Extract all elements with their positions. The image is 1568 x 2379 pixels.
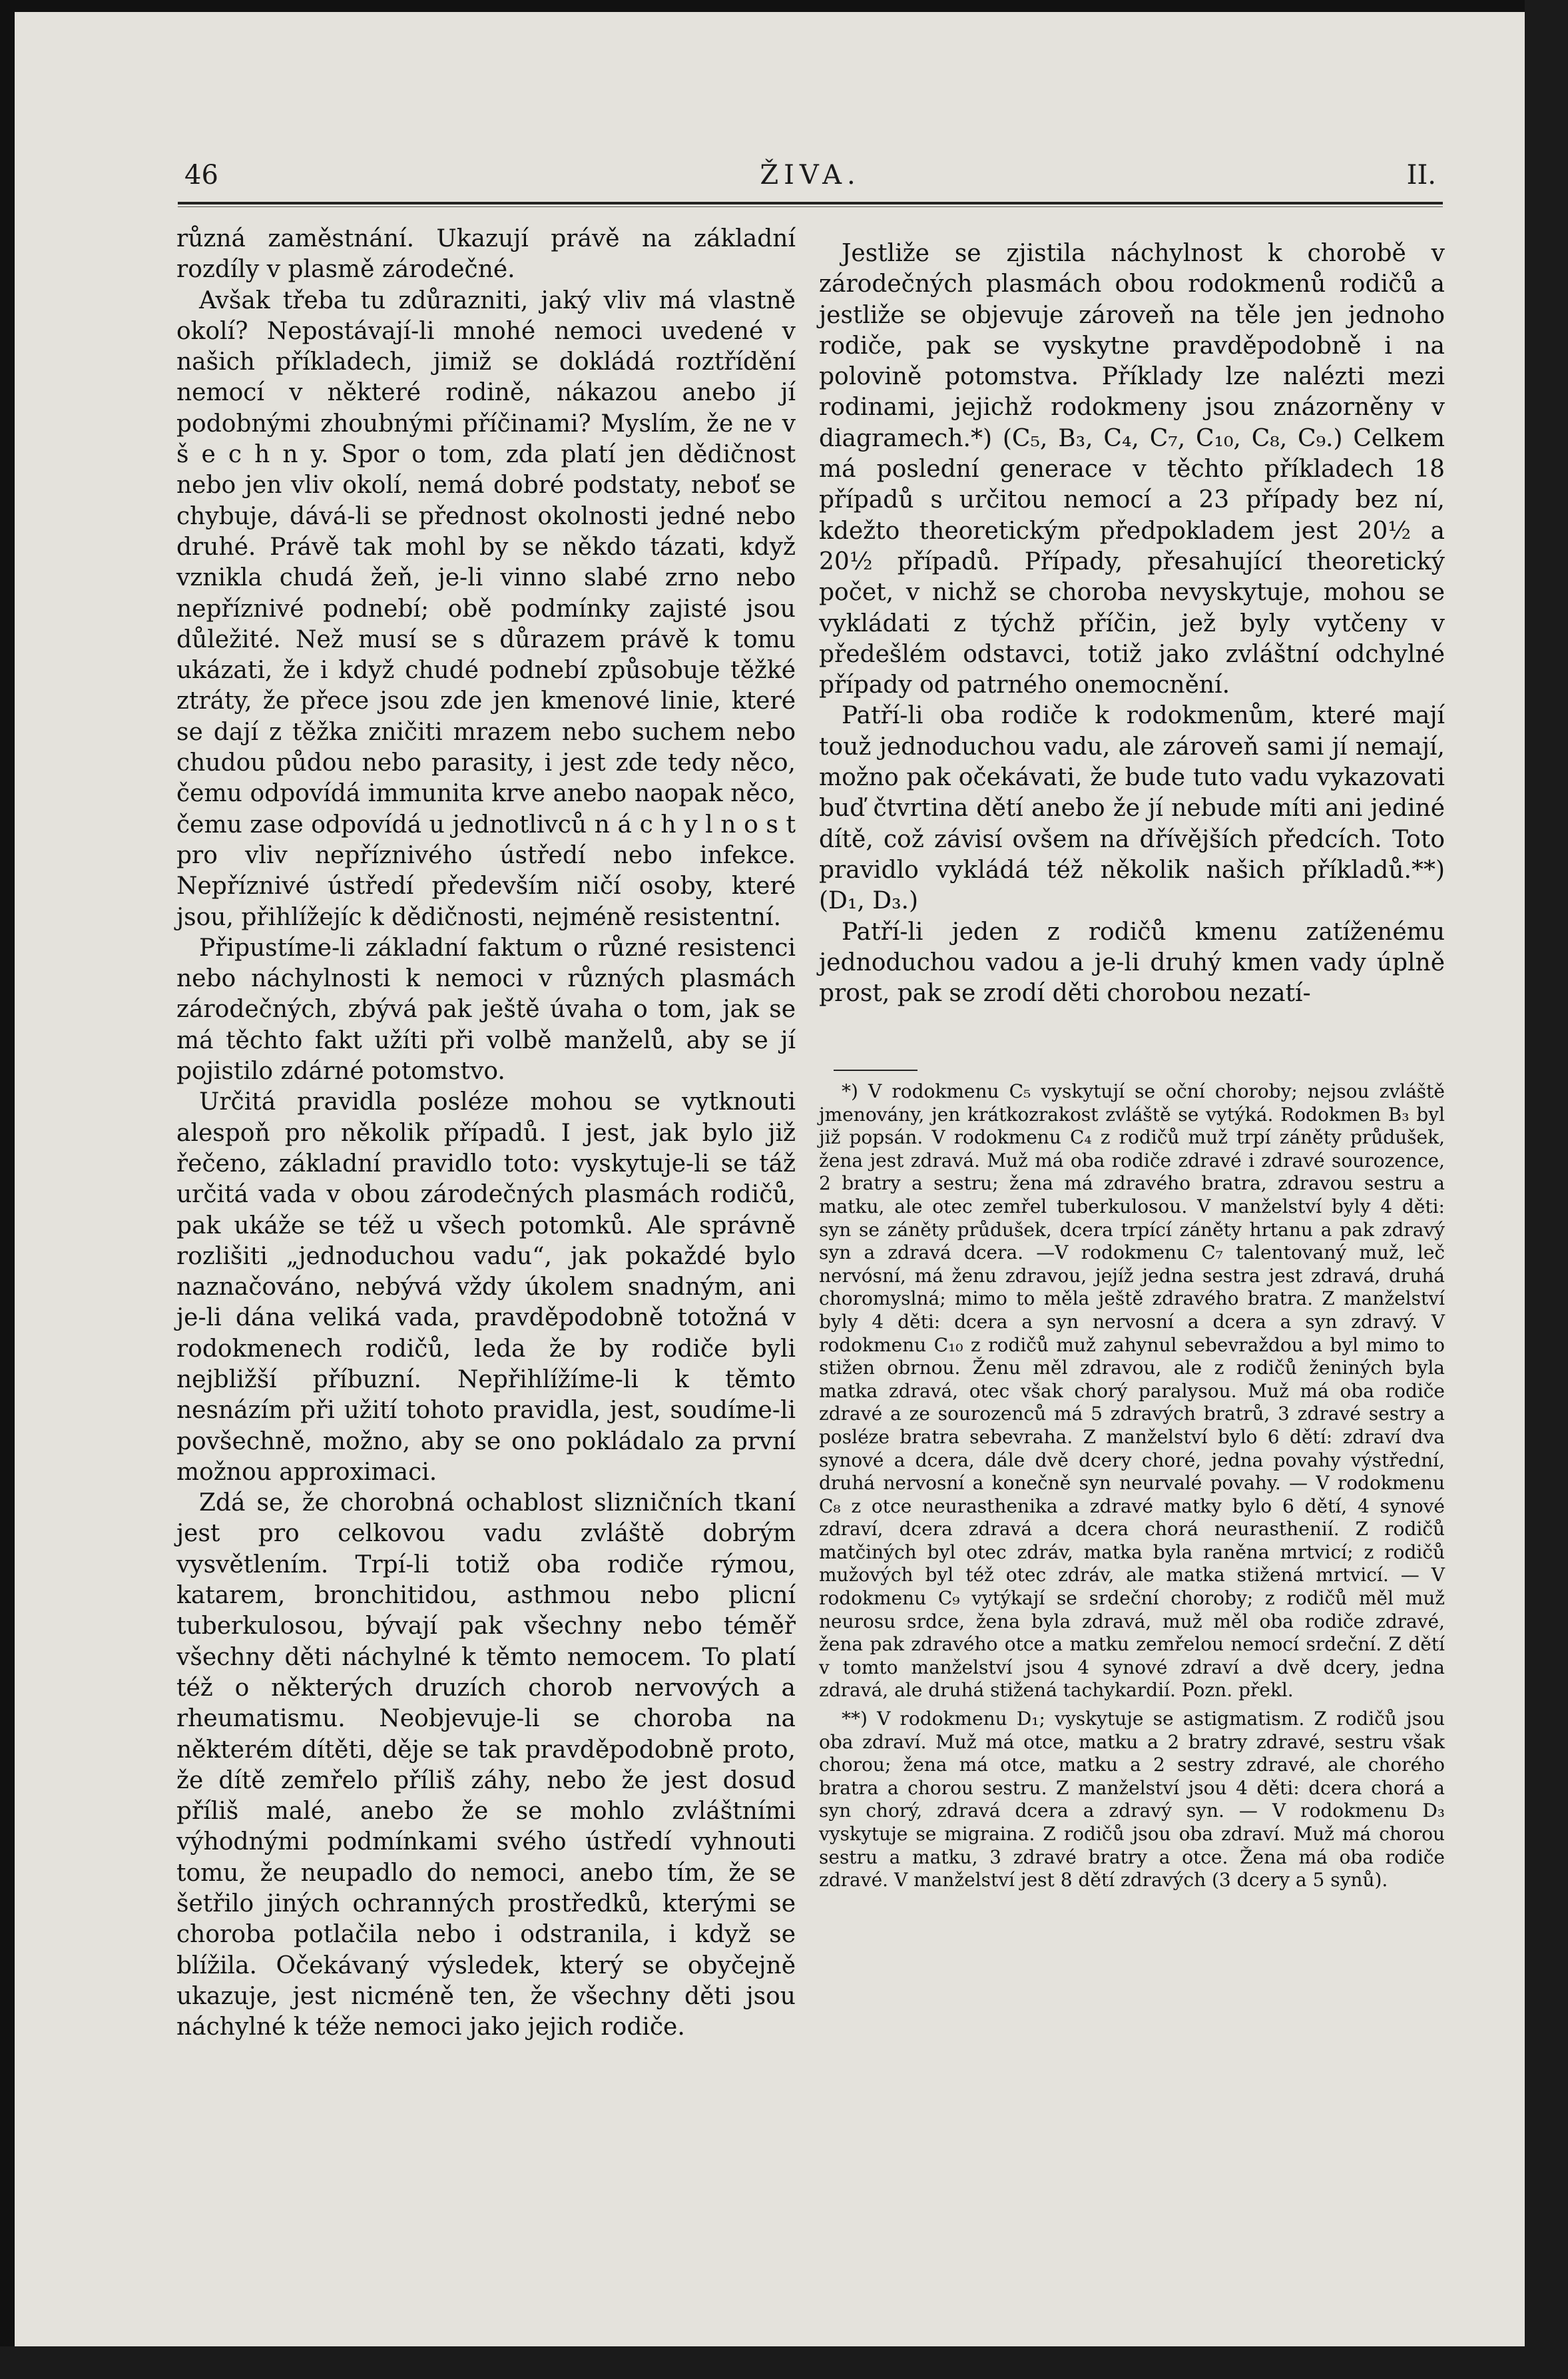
right-column (819, 238, 1445, 1009)
left-column (176, 224, 796, 2043)
section-number: II. (1406, 160, 1436, 190)
journal-title: ŽIVA. (760, 160, 861, 190)
page-header (184, 160, 1436, 200)
paragraph: Jestliže se zjistila náchylnost k chorobě v zárodečných plasmách obou rodokmenů rodičů a jestliže se objevuje zároveň na těle jen jednoho rodiče, pak se vyskytne pravděpodobně i na polovině potomstva. Příklady lze nalézti mezi rodinami, jejichž rodokmeny jsou znázorněny v diagramech.*) (C₅, B₃, C₄, C₇, C₁₀, C₈, C₉.) Celkem má poslední generace v těchto příkladech 18 případů s určitou nemocí a 23 případy bez ní, kdežto theoretickým předpokladem jest 20½ a 20½ případů. Případy, přesahující theoretický počet, v nichž se choroba nevyskytuje, mohou se vykládati z týchž příčin, jež byly vytčeny v předešlém odstavci, totiž jako zvláštní odchylné případy od patrného onemocnění. (819, 240, 1445, 699)
header-rule (178, 202, 1443, 207)
paragraph: Určitá pravidla posléze mohou se vytknouti alespoň pro několik případů. I jest, jak bylo již řečeno, základní pravidlo toto: vyskytuje-li se táž určitá vada v obou zárodečných plasmách rodičů, pak ukáže se též u všech potomků. Ale správně rozlišiti „jednoduchou vadu“, jak pokaždé bylo naznačováno, nebývá vždy úkolem snadným, ani je-li dána veliká vada, pravděpodobně totožná v rodokmenech rodičů, leda že by rodiče byli nejbližší příbuzní. Nepřihlížíme-li k těmto nesnázím při užití tohoto pravidla, jest, soudíme-li povšechně, možno, aby se ono pokládalo za první možnou approximaci. (176, 1088, 796, 1486)
paragraph: různá zaměstnání. Ukazují právě na základní rozdíly v plasmě zárodečné. (176, 225, 796, 284)
footnote: **) V rodokmenu D₁; vyskytuje se astigmatism. Z rodičů jsou oba zdraví. Muž má otce, matku a 2 bratry zdravé, sestru však chorou; žena má otce, matku a 2 sestry zdravé, ale chorého bratra a chorou sestru. Z manželství jsou 4 děti: dcera chorá a syn chorý, zdravá dcera a zdravý syn. — V rodokmenu D₃ vyskytuje se migraina. Z rodičů jsou oba zdraví. Muž má chorou sestru a matku, 3 zdravé bratry a otce. Žena má oba rodiče zdravé. V manželství jest 8 dětí zdravých (3 dcery a 5 synů). (819, 1708, 1445, 1891)
scan-edge-right (1525, 0, 1568, 2379)
footnotes (819, 1080, 1445, 1897)
paragraph: Patří-li oba rodiče k rodokmenům, které mají touž jednoduchou vadu, ale zároveň sami jí nemají, možno pak očekávati, že bude tuto vadu vykazovati buď čtvrtina dětí anebo že jí nebude míti ani jediné dítě, což závisí ovšem na dřívějších předcích. Toto pravidlo vykládá též několik našich příkladů.**) (D₁, D₃.) (819, 702, 1445, 915)
paragraph: Připustíme-li základní faktum o různé resistenci nebo náchylnosti k nemoci v různých plasmách zárodečných, zbývá pak ještě úvaha o tom, jak se má těchto fakt užíti při volbě manželů, aby se jí pojistilo zdárné potomstvo. (176, 934, 796, 1086)
scan-edge-bottom (0, 2346, 1568, 2379)
footnote-separator (834, 1070, 917, 1071)
footnote: *) V rodokmenu C₅ vyskytují se oční choroby; nejsou zvláště jmenovány, jen krátkozrakost zvláště se vytýká. Rodokmen B₃ byl již popsán. V rodokmenu C₄ z rodičů muž trpí záněty průdušek, žena jest zdravá. Muž má oba rodiče zdravé i zdravé sourozence, 2 bratry a sestru; žena má zdravého bratra, zdravou sestru a matku, ale otec zemřel tuberkulosou. V manželství byly 4 děti: syn se záněty průdušek, dcera trpící záněty hrtanu a pak zdravý syn a zdravá dcera. —V rodokmenu C₇ talentovaný muž, leč nervósní, má ženu zdravou, jejíž jedna sestra jest zdravá, druhá choromyslná; mimo to měla ještě zdravého bratra. Z manželství byly 4 děti: dcera a syn nervosní a dcera a syn zdravý. V rodokmenu C₁₀ z rodičů muž zahynul sebevraždou a byl mimo to stižen obrnou. Ženu měl zdravou, ale z rodičů ženiných byla matka zdravá, otec však chorý paralysou. Muž má oba rodiče zdravé a ze sourozenců má 5 zdravých bratrů, 3 zdravé sestry a posléze bratra sebevraha. Z manželství bylo 6 dětí: zdraví dva synové a dcera, dále dvě dcery choré, jedna povahy výstřední, druhá nervosní a konečně syn neurvalé povahy. — V rodokmenu C₈ z otce neurasthenika a zdravé matky bylo 6 dětí, 4 synové zdraví, dcera zdravá a dcera chorá neurasthenií. Z rodičů matčiných byl otec zdráv, matka byla raněna mrtvicí; z rodičů mužových byl též otec zdráv, ale matka stižená mrtvicí. — V rodokmenu C₉ vytýkají se srdeční choroby; z rodičů měl muž neurosu srdce, žena byla zdravá, muž měl oba rodiče zdravé, žena pak zdravého otce a matku zemřelou nemocí srdeční. Z dětí v tomto manželství jsou 4 synové zdraví a dvě dcery, jedna zdravá, ale druhá stižená tachykardií. Pozn. překl. (819, 1080, 1445, 1702)
paragraph: Patří-li jeden z rodičů kmenu zatíženému jednoduchou vadou a je-li druhý kmen vady úplně prost, pak se zrodí děti chorobou nezatí- (819, 918, 1445, 1008)
page-number: 46 (184, 160, 218, 190)
paragraph: Zdá se, že chorobná ochablost slizničních tkaní jest pro celkovou vadu zvláště dobrým vysvětlením. Trpí-li totiž oba rodiče rýmou, katarem, bronchitidou, asthmou nebo plicní tuberkulosou, bývají pak všechny nebo téměř všechny děti náchylné k těmto nemocem. To platí též o některých druzích chorob nervových a rheumatismu. Neobjevuje-li se choroba na některém dítěti, děje se tak pravděpodobně proto, že dítě zemřelo příliš záhy, nebo že jest dosud příliš malé, anebo že se mohlo zvláštními výhodnými podmínkami svého ústředí vyhnouti tomu, že neupadlo do nemoci, anebo tím, že se šetřilo jiných ochranných prostředků, kterými se choroba potlačila nebo i odstranila, i když se blížila. Očekávaný výsledek, který se obyčejně ukazuje, jest nicméně ten, že všechny děti jsou náchylné k téže nemoci jako jejich rodiče. (176, 1489, 796, 2041)
document-page (15, 12, 1525, 2346)
paragraph: Avšak třeba tu zdůrazniti, jaký vliv má vlastně okolí? Nepostávají-li mnohé nemoci uvedené v našich příkladech, jimiž se dokládá roztřídění nemocí v některé rodině, nákazou anebo jí podobnými zhoubnými příčinami? Myslím, že ne v š e c h n y. Spor o tom, zda platí jen dědičnost nebo jen vliv okolí, nemá dobré podstaty, neboť se chybuje, dává-li se přednost okolnosti jedné nebo druhé. Právě tak mohl by se někdo tázati, když vznikla chudá žeň, je-li vinno slabé zrno nebo nepříznivé podnebí; obě podmínky zajisté jsou důležité. Než musí se s důrazem právě k tomu ukázati, že i když chudé podnebí způsobuje těžké ztráty, že přece jsou zde jen kmenové linie, které se dají z těžka zničiti mrazem nebo suchem nebo chudou půdou nebo parasity, i jest zde tedy něco, čemu odpovídá immunita krve anebo naopak něco, čemu zase odpovídá u jednotlivců n á c h y l n o s t pro vliv nepříznivého ústředí nebo infekce. Nepříznivé ústředí především ničí osoby, které jsou, přihlížejíc k dědičnosti, nejméně resistentní. (176, 286, 796, 931)
